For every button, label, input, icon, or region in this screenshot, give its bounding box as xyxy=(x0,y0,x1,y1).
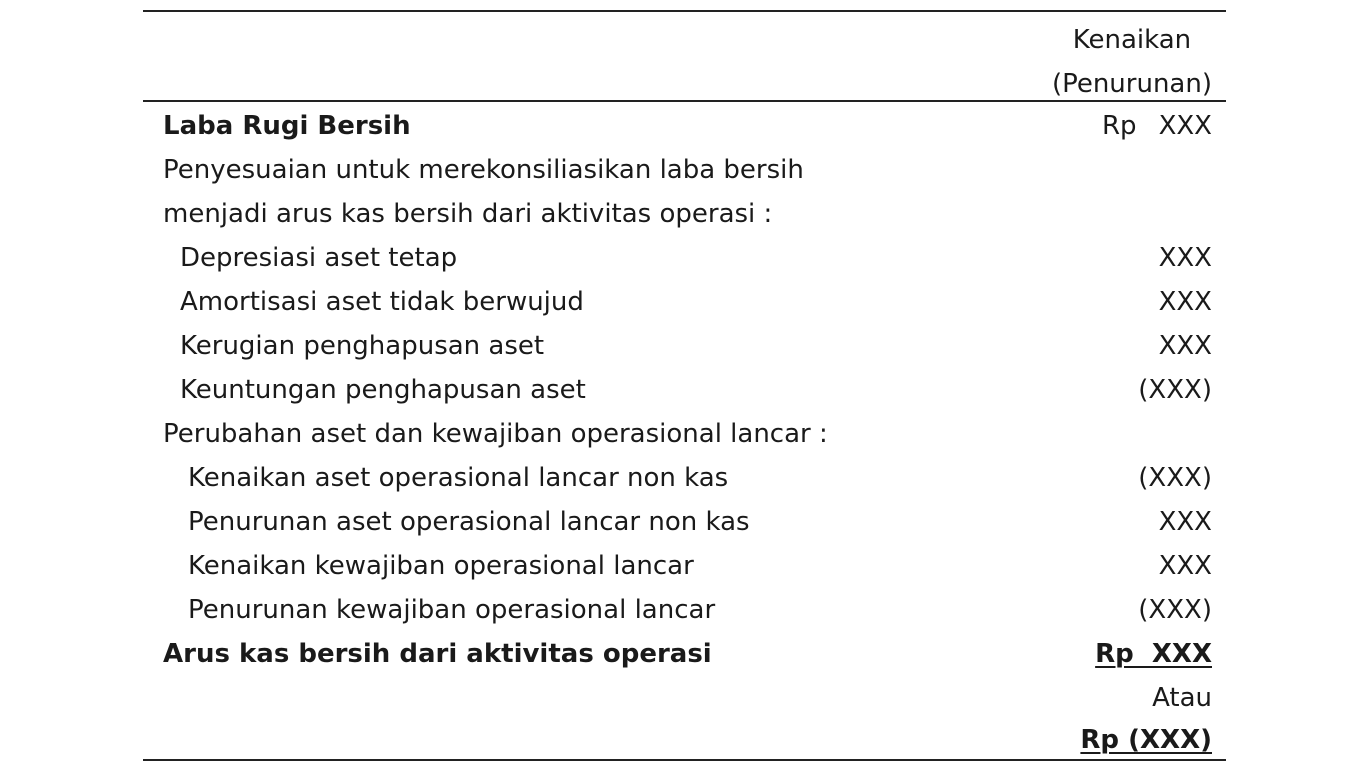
statement-row-loss-on-disposal xyxy=(163,324,1212,368)
row-amount: Rp XXX xyxy=(1095,639,1212,669)
statement-row-adjustment-heading-1 xyxy=(163,148,1212,192)
statement-row-adjustment-heading-2 xyxy=(163,192,1212,236)
statement-row-net-income xyxy=(163,104,1212,148)
row-amount: XXX xyxy=(1158,551,1212,581)
row-label: Perubahan aset dan kewajiban operasional lancar : xyxy=(163,419,828,449)
row-label: Penyesuaian untuk merekonsiliasikan laba bersih xyxy=(163,155,804,185)
statement-row-negative-total xyxy=(163,718,1212,762)
statement-row-or xyxy=(163,676,1212,720)
statement-row-gain-on-disposal xyxy=(163,368,1212,412)
amount-value: XXX xyxy=(1158,111,1212,141)
top-rule xyxy=(143,10,1226,12)
row-amount: XXX xyxy=(1158,243,1212,273)
row-amount: (XXX) xyxy=(1138,595,1212,625)
row-label: Penurunan kewajiban operasional lancar xyxy=(188,595,716,625)
row-label: Kenaikan kewajiban operasional lancar xyxy=(188,551,694,581)
row-amount: Rp (XXX) xyxy=(1080,725,1212,755)
column-header xyxy=(1052,18,1212,106)
statement-row-changes-heading xyxy=(163,412,1212,456)
statement-row-net-operating-cash-flow xyxy=(163,632,1212,676)
statement-row-decrease-current-liabilities xyxy=(163,588,1212,632)
row-amount xyxy=(1102,104,1212,148)
currency-label: Rp xyxy=(1101,111,1137,141)
statement-row-amortization xyxy=(163,280,1212,324)
header-rule xyxy=(143,100,1226,102)
row-amount: XXX xyxy=(1158,331,1212,361)
row-label: Depresiasi aset tetap xyxy=(180,243,458,273)
statement-row-depreciation xyxy=(163,236,1212,280)
row-label: Arus kas bersih dari aktivitas operasi xyxy=(163,639,712,669)
row-label: Penurunan aset operasional lancar non kas xyxy=(188,507,750,537)
row-amount: (XXX) xyxy=(1138,463,1212,493)
row-label: Amortisasi aset tidak berwujud xyxy=(180,287,584,317)
row-label: Kenaikan aset operasional lancar non kas xyxy=(188,463,729,493)
row-label: menjadi arus kas bersih dari aktivitas operasi : xyxy=(163,199,773,229)
statement-row-increase-current-liabilities xyxy=(163,544,1212,588)
statement-row-decrease-current-assets xyxy=(163,500,1212,544)
statement-row-increase-current-assets xyxy=(163,456,1212,500)
row-label: Laba Rugi Bersih xyxy=(163,111,411,141)
column-header-line1: Kenaikan xyxy=(1072,25,1192,55)
row-amount: Atau xyxy=(1152,683,1212,713)
row-amount: (XXX) xyxy=(1138,375,1212,405)
row-amount: XXX xyxy=(1158,287,1212,317)
bottom-rule xyxy=(143,759,1226,761)
column-header-line2: (Penurunan) xyxy=(1051,69,1212,99)
cash-flow-statement xyxy=(143,10,1226,762)
row-label: Keuntungan penghapusan aset xyxy=(180,375,586,405)
row-label: Kerugian penghapusan aset xyxy=(180,331,545,361)
row-amount: XXX xyxy=(1158,507,1212,537)
